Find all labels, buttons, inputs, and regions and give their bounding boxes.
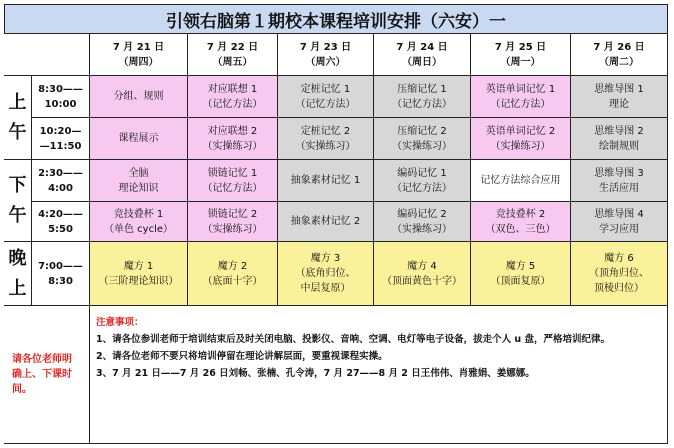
day-header-1 xyxy=(90,34,188,76)
day-weekday: （周日） xyxy=(401,56,442,68)
session-cell: 编码记忆 1 （记忆方法） xyxy=(374,160,471,202)
session-cell: 抽象素材记忆 2 xyxy=(278,202,374,242)
note-line: 2、请各位老师不要只将培训停留在理论讲解层面，要重视课程实操。 xyxy=(96,351,388,362)
session-cell: 课程展示 xyxy=(90,118,188,160)
day-weekday: （周四） xyxy=(118,56,159,68)
day-header-3 xyxy=(278,34,374,76)
day-weekday: （周六） xyxy=(305,56,346,68)
session-cell: 锁链记忆 1 （记忆方法） xyxy=(188,160,278,202)
session-cell: 魔方 1 （三阶理论知识） xyxy=(90,242,188,306)
note-line: 3、7 月 21 日——7 月 26 日刘畅、张楠、孔令涛，7 月 27——8 月 2 日王伟伟、肖雅娟、姜娜娜。 xyxy=(96,368,535,379)
day-date: 7 月 21 日 xyxy=(112,41,165,53)
session-cell: 对应联想 2 （实操练习） xyxy=(188,118,278,160)
time-slot-1: 8:30—— 10:00 xyxy=(32,76,90,118)
session-cell: 压缩记忆 1 （记忆方法） xyxy=(374,76,471,118)
time-slot-5: 7:00—— 8:30 xyxy=(32,242,90,306)
day-date: 7 月 26 日 xyxy=(593,41,645,53)
session-cell: 竞技叠杯 1 （单色 cycle） xyxy=(90,202,188,242)
session-cell: 定桩记忆 1 （记忆方法） xyxy=(278,76,374,118)
page-title: 引领右脑第１期校本课程培训安排（六安）一 xyxy=(4,4,668,34)
session-cell: 思维导图 2 绘制规则 xyxy=(571,118,668,160)
session-cell: 竞技叠杯 2 （双色、三色） xyxy=(471,202,571,242)
day-weekday: （周五） xyxy=(212,56,253,68)
session-cell: 魔方 6 （顶角归位、 顶棱归位） xyxy=(571,242,668,306)
session-cell: 压缩记忆 2 （实操练习） xyxy=(374,118,471,160)
day-date: 7 月 24 日 xyxy=(396,41,448,53)
day-date: 7 月 25 日 xyxy=(494,41,547,53)
session-cell: 记忆方法综合应用 xyxy=(471,160,571,202)
day-header-6 xyxy=(571,34,668,76)
session-cell: 抽象素材记忆 1 xyxy=(278,160,374,202)
header-corner xyxy=(4,34,90,76)
session-cell: 编码记忆 2 （实操练习） xyxy=(374,202,471,242)
period-afternoon: 下 午 xyxy=(4,160,32,242)
day-weekday: （周二） xyxy=(598,56,639,68)
teacher-reminder: 请各位老师明 确上、下课时 间。 xyxy=(4,306,90,444)
day-header-5 xyxy=(471,34,571,76)
session-cell: 魔方 5 （顶面复原） xyxy=(471,242,571,306)
session-cell: 分组、规则 xyxy=(90,76,188,118)
day-weekday: （周一） xyxy=(500,56,541,68)
session-cell: 英语单词记忆 2 （实操练习） xyxy=(471,118,571,160)
session-cell: 魔方 2 （底面十字） xyxy=(188,242,278,306)
time-slot-3: 2:30—— 4:00 xyxy=(32,160,90,202)
day-header-4 xyxy=(374,34,471,76)
session-cell: 思维导图 4 学习应用 xyxy=(571,202,668,242)
period-morning: 上 午 xyxy=(4,76,32,160)
notes-panel xyxy=(90,306,668,444)
session-cell: 全脑 理论知识 xyxy=(90,160,188,202)
day-date: 7 月 22 日 xyxy=(206,41,259,53)
notes-content xyxy=(96,314,610,382)
session-cell: 定桩记忆 2 （实操练习） xyxy=(278,118,374,160)
period-evening: 晚 上 xyxy=(4,242,32,306)
session-cell: 英语单词记忆 1 （记忆方法） xyxy=(471,76,571,118)
note-line: 1、请各位参训老师于培训结束后及时关闭电脑、投影仪、音响、空调、电灯等电子设备，拔走个人 u 盘，严格培训纪律。 xyxy=(96,334,610,345)
session-cell: 魔方 3 （底角归位、 中层复原） xyxy=(278,242,374,306)
day-date: 7 月 23 日 xyxy=(299,41,352,53)
session-cell: 锁链记忆 2 （实操练习） xyxy=(188,202,278,242)
session-cell: 思维导图 3 生活应用 xyxy=(571,160,668,202)
notes-title: 注意事项： xyxy=(96,317,144,328)
session-cell: 对应联想 1 （记忆方法） xyxy=(188,76,278,118)
session-cell: 魔方 4 （顶面黄色十字） xyxy=(374,242,471,306)
time-slot-2: 10:20— —11:50 xyxy=(32,118,90,160)
session-cell: 思维导图 1 理论 xyxy=(571,76,668,118)
day-header-2 xyxy=(188,34,278,76)
time-slot-4: 4:20—— 5:50 xyxy=(32,202,90,242)
